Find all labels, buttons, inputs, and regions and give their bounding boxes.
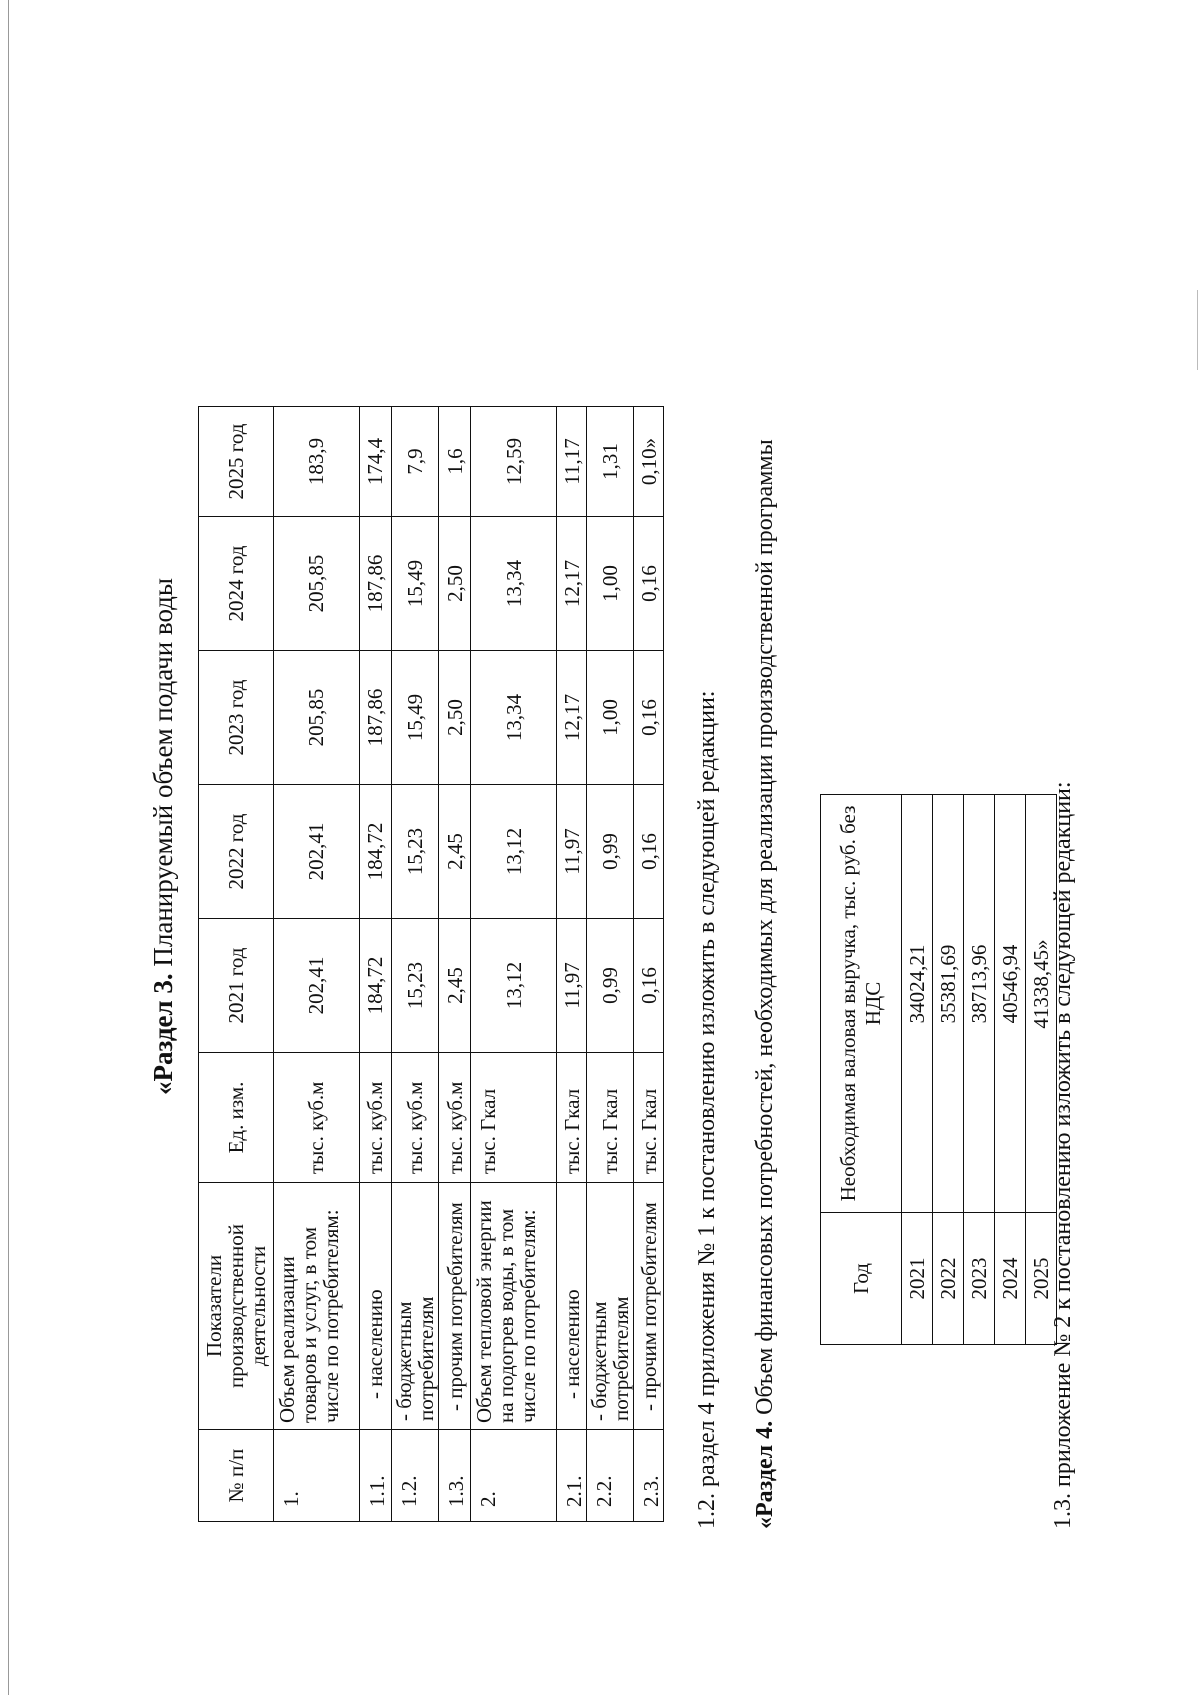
indicator-name: Объем тепловой энергии на подогрев воды, в том числе по потребителям: bbox=[471, 1183, 557, 1430]
unit-cell: тыс. Гкал bbox=[634, 1053, 664, 1183]
table-row bbox=[902, 795, 933, 1345]
paragraph-1-2: 1.2. раздел 4 приложения № 1 к постановлению изложить в следующей редакции: bbox=[694, 690, 720, 1529]
table-row bbox=[360, 407, 392, 1522]
table-row bbox=[995, 795, 1026, 1345]
value-cell: 187,86 bbox=[360, 651, 392, 785]
revenue-cell: 35381,69 bbox=[933, 795, 964, 1213]
value-cell: 15,23 bbox=[392, 785, 439, 919]
row-number: 2. bbox=[471, 1430, 557, 1522]
indicator-name: - прочим потребителям bbox=[439, 1183, 471, 1430]
table1-header-row bbox=[199, 407, 274, 1522]
table-row bbox=[471, 407, 557, 1522]
paragraph-1-3: 1.3. приложение № 2 к постановлению изложить в следующей редакции: bbox=[1050, 781, 1076, 1529]
indicator-name: - прочим потребителям bbox=[634, 1183, 664, 1430]
revenue-cell: 40546,94 bbox=[995, 795, 1026, 1213]
row-number: 1.2. bbox=[392, 1430, 439, 1522]
table1-header: 2025 год bbox=[199, 407, 274, 517]
table1-header: Ед. изм. bbox=[199, 1053, 274, 1183]
table-row bbox=[587, 407, 634, 1522]
value-cell: 0,16 bbox=[634, 651, 664, 785]
table2-header: Год bbox=[821, 1213, 902, 1345]
row-number: 1.1. bbox=[360, 1430, 392, 1522]
year-cell: 2024 bbox=[995, 1213, 1026, 1345]
unit-cell: тыс. Гкал bbox=[471, 1053, 557, 1183]
year-cell: 2022 bbox=[933, 1213, 964, 1345]
value-cell: 1,00 bbox=[587, 517, 634, 651]
value-cell: 183,9 bbox=[274, 407, 360, 517]
value-cell: 13,12 bbox=[471, 919, 557, 1053]
value-cell: 1,31 bbox=[587, 407, 634, 517]
row-number: 2.1. bbox=[557, 1430, 587, 1522]
unit-cell: тыс. куб.м bbox=[360, 1053, 392, 1183]
indicator-name: - населению bbox=[360, 1183, 392, 1430]
table1-header: 2023 год bbox=[199, 651, 274, 785]
section4-title-prefix: «Раздел 4. bbox=[752, 1420, 778, 1529]
row-number: 2.3. bbox=[634, 1430, 664, 1522]
indicator-name: - населению bbox=[557, 1183, 587, 1430]
table2-header: Необходимая валовая выручка, тыс. руб. без НДС bbox=[821, 795, 902, 1213]
value-cell: 15,23 bbox=[392, 919, 439, 1053]
value-cell: 202,41 bbox=[274, 785, 360, 919]
value-cell: 11,97 bbox=[557, 919, 587, 1053]
unit-cell: тыс. куб.м bbox=[439, 1053, 471, 1183]
value-cell: 11,97 bbox=[557, 785, 587, 919]
value-cell: 12,59 bbox=[471, 407, 557, 517]
value-cell: 2,50 bbox=[439, 651, 471, 785]
value-cell: 15,49 bbox=[392, 517, 439, 651]
value-cell: 13,34 bbox=[471, 651, 557, 785]
unit-cell: тыс. Гкал bbox=[557, 1053, 587, 1183]
value-cell: 2,45 bbox=[439, 785, 471, 919]
value-cell: 0,16 bbox=[634, 517, 664, 651]
unit-cell: тыс. куб.м bbox=[274, 1053, 360, 1183]
value-cell: 12,17 bbox=[557, 517, 587, 651]
row-number: 1. bbox=[274, 1430, 360, 1522]
row-number: 1.3. bbox=[439, 1430, 471, 1522]
table-row bbox=[392, 407, 439, 1522]
value-cell: 15,49 bbox=[392, 651, 439, 785]
year-cell: 2025 bbox=[1026, 1213, 1057, 1345]
unit-cell: тыс. куб.м bbox=[392, 1053, 439, 1183]
table-row bbox=[964, 795, 995, 1345]
section3-title-prefix: «Раздел 3. bbox=[148, 973, 178, 1095]
table-row bbox=[557, 407, 587, 1522]
value-cell: 187,86 bbox=[360, 517, 392, 651]
table-row bbox=[439, 407, 471, 1522]
indicator-name: - бюджетным потребителям bbox=[587, 1183, 634, 1430]
unit-cell: тыс. Гкал bbox=[587, 1053, 634, 1183]
table1-header: Показатели производственной деятельности bbox=[199, 1183, 274, 1430]
value-cell: 202,41 bbox=[274, 919, 360, 1053]
section3-title bbox=[148, 578, 179, 1095]
value-cell: 0,10» bbox=[634, 407, 664, 517]
table2-header-row bbox=[821, 795, 902, 1345]
value-cell: 1,00 bbox=[587, 651, 634, 785]
value-cell: 2,45 bbox=[439, 919, 471, 1053]
value-cell: 0,99 bbox=[587, 919, 634, 1053]
table1-header: № п/п bbox=[199, 1430, 274, 1522]
row-number: 2.2. bbox=[587, 1430, 634, 1522]
table-row bbox=[634, 407, 664, 1522]
indicator-name: - бюджетным потребителям bbox=[392, 1183, 439, 1430]
revenue-table bbox=[820, 794, 1057, 1345]
value-cell: 7,9 bbox=[392, 407, 439, 517]
value-cell: 1,6 bbox=[439, 407, 471, 517]
section3-title-text: Планируемый объем подачи воды bbox=[148, 577, 178, 974]
section4-title-text: Объем финансовых потребностей, необходимых для реализации производственной программы bbox=[752, 439, 778, 1421]
value-cell: 11,17 bbox=[557, 407, 587, 517]
value-cell: 184,72 bbox=[360, 785, 392, 919]
revenue-cell: 38713,96 bbox=[964, 795, 995, 1213]
table-row bbox=[274, 407, 360, 1522]
table-row bbox=[933, 795, 964, 1345]
revenue-cell: 34024,21 bbox=[902, 795, 933, 1213]
value-cell: 2,50 bbox=[439, 517, 471, 651]
year-cell: 2021 bbox=[902, 1213, 933, 1345]
value-cell: 13,34 bbox=[471, 517, 557, 651]
value-cell: 205,85 bbox=[274, 651, 360, 785]
value-cell: 205,85 bbox=[274, 517, 360, 651]
year-cell: 2023 bbox=[964, 1213, 995, 1345]
water-supply-table bbox=[198, 406, 664, 1522]
value-cell: 174,4 bbox=[360, 407, 392, 517]
value-cell: 0,99 bbox=[587, 785, 634, 919]
value-cell: 184,72 bbox=[360, 919, 392, 1053]
value-cell: 13,12 bbox=[471, 785, 557, 919]
indicator-name: Объем реализации товаров и услуг, в том числе по потребителям: bbox=[274, 1183, 360, 1430]
revenue-cell: 41338,45» bbox=[1026, 795, 1057, 1213]
value-cell: 0,16 bbox=[634, 919, 664, 1053]
value-cell: 12,17 bbox=[557, 651, 587, 785]
section4-title bbox=[752, 439, 779, 1529]
table1-header: 2022 год bbox=[199, 785, 274, 919]
table1-header: 2021 год bbox=[199, 919, 274, 1053]
value-cell: 0,16 bbox=[634, 785, 664, 919]
table1-header: 2024 год bbox=[199, 517, 274, 651]
